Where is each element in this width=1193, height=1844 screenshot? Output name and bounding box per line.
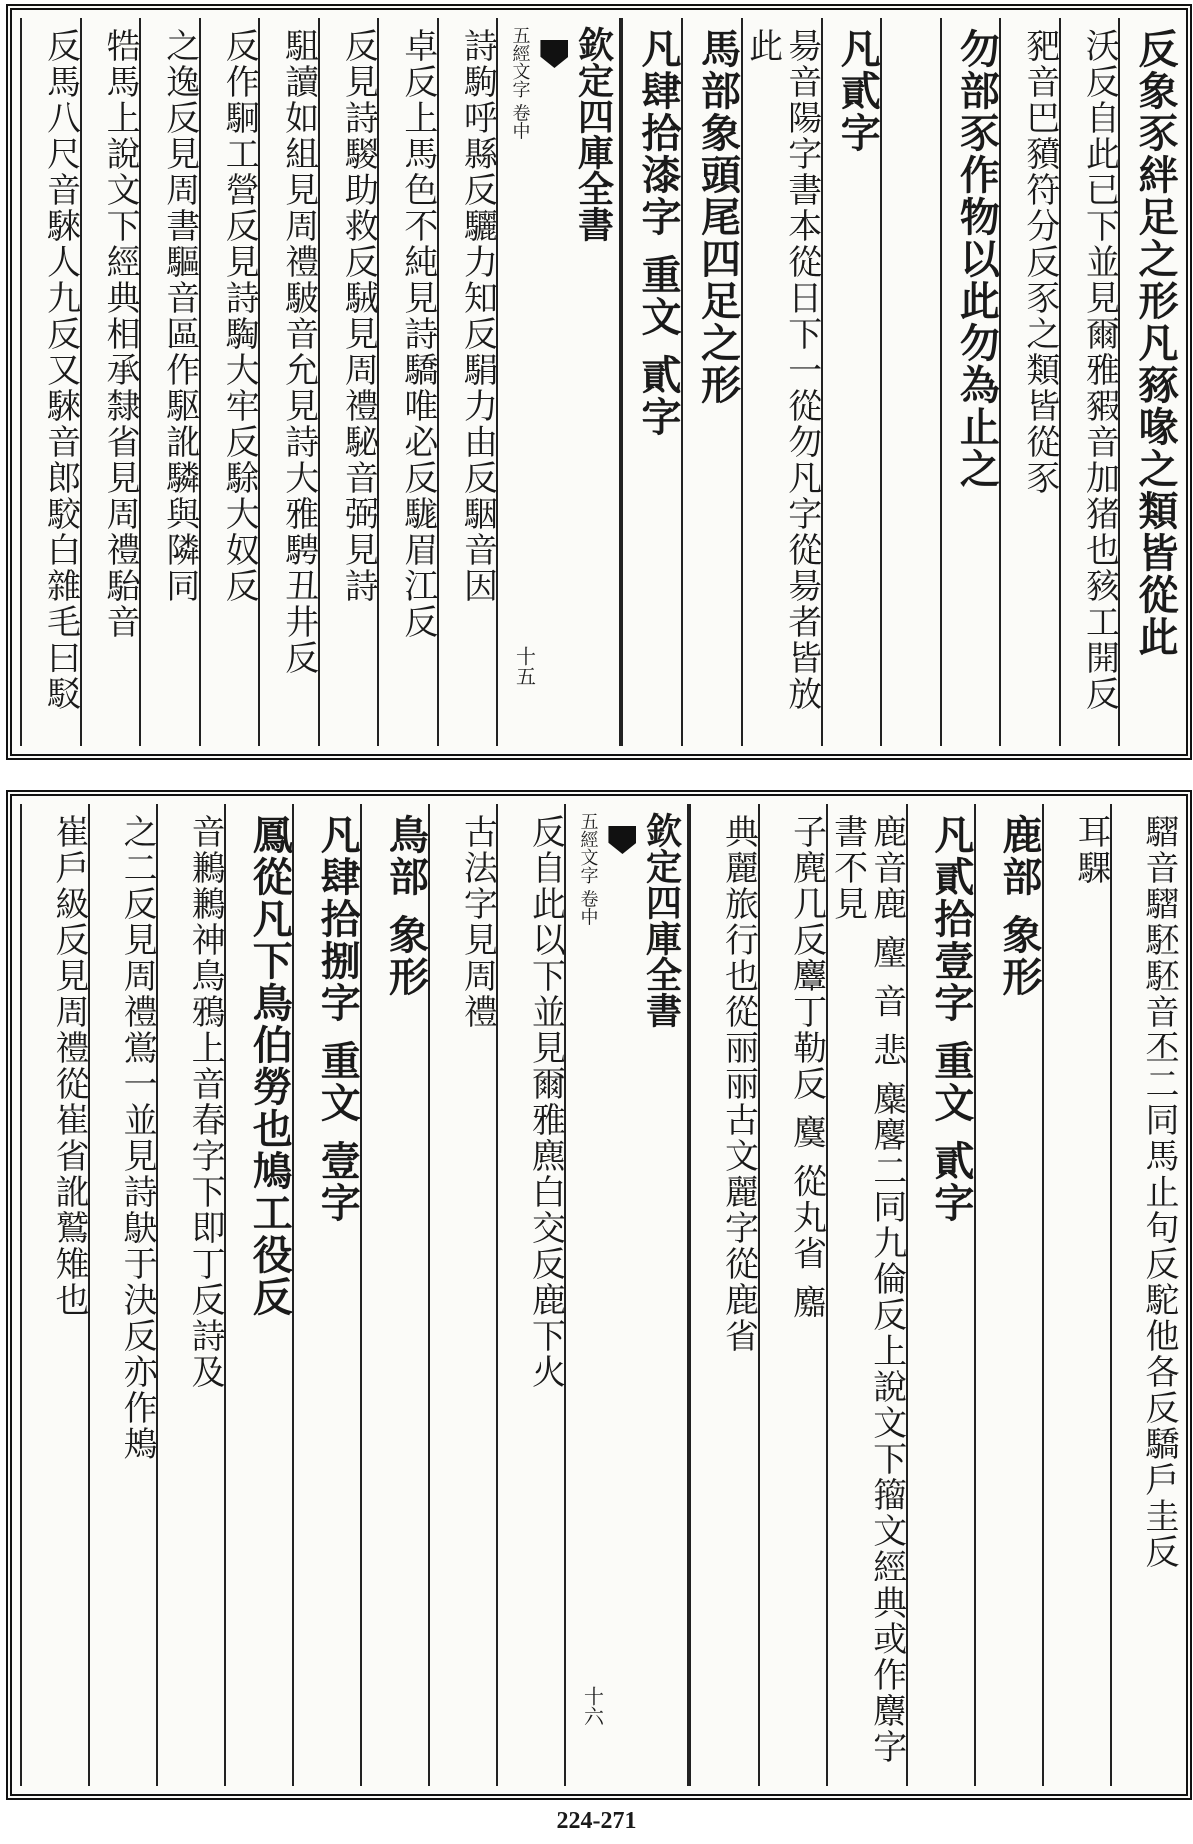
text-column: 勿部豕作物以此勿為止之	[940, 18, 1000, 746]
text-column: 沃反自此已下並見爾雅豭音加猪也豥工開反	[1059, 18, 1119, 746]
text-column: 駔讀如組見周禮駊音允見詩大雅騁丑井反	[258, 18, 318, 746]
text-column: 馬部象頭尾四足之形	[681, 18, 741, 746]
text-column: 反象豕絆足之形凡豩喙之類皆從此	[1118, 18, 1178, 746]
text-column: 凡貳字	[821, 18, 881, 746]
spine-page-number: 十五	[512, 646, 537, 686]
text-column: 鳳從凡下鳥伯勞也鳩工役反	[224, 804, 292, 1786]
bottom-columns	[20, 804, 1178, 1786]
spine-column	[564, 804, 689, 1786]
text-column: 子麂几反麞丁勒反 麌 從丸省 䴥	[758, 804, 826, 1786]
text-column: 凡肆拾捌字 重文 壹字	[292, 804, 360, 1786]
text-column: 之逸反見周書驅音區作駆訛驎與隣同	[139, 18, 199, 746]
text-column: 之二反見周禮鴬一並見詩鴃于決反亦作鴂	[88, 804, 156, 1786]
text-column	[880, 18, 940, 746]
text-column: 凡肆拾漆字 重文 貳字	[621, 18, 681, 746]
spine-title: 欽定四庫全書	[640, 812, 683, 1028]
text-column: 音鶼鶼神鳥鴉上音春字下即丁反詩及	[156, 804, 224, 1786]
text-column: 鹿部 象形	[974, 804, 1042, 1786]
text-column: 牿馬上說文下經典相承隸省見周禮駘音	[80, 18, 140, 746]
bottom-panel	[6, 790, 1192, 1800]
spine-subtitle: 五經文字 卷中	[509, 26, 531, 140]
text-column: 詩駒呼縣反驪力知反駽力由反駰音因	[437, 18, 497, 746]
text-column: 豝音巴豶符分反豕之類皆從豕	[999, 18, 1059, 746]
text-column: 古法字見周禮	[428, 804, 496, 1786]
text-column: 反見詩騣助救反駥見周禮駜音弼見詩	[318, 18, 378, 746]
text-column: 反馬八尺音騋人九反又騋音郎駮白雜毛曰駁	[20, 18, 80, 746]
top-columns	[20, 18, 1178, 746]
text-column: 鹿音鹿 麈 音 悲 麋麐二同九倫反上說文下籀文經典或作麖字書不見	[826, 804, 906, 1786]
folio-number: 224-271	[556, 1808, 637, 1834]
text-column: 卓反上馬色不純見詩驕唯必反駹眉江反	[377, 18, 437, 746]
spine-subtitle: 五經文字 卷中	[577, 812, 599, 926]
text-column: 昜音陽字書本從日下一從勿凡字從昜者皆放此	[741, 18, 821, 746]
text-column: 凡貳拾壹字 重文 貳字	[906, 804, 974, 1786]
top-panel	[6, 4, 1192, 760]
text-column: 反自此以下並見爾雅麃白交反鹿下火	[496, 804, 564, 1786]
text-column: 騽音騽駓駓音丕二同馬止句反駝他各反驕戶圭反	[1110, 804, 1178, 1786]
text-column: 崔戶級反見周禮從崔省訛鷲雉也	[20, 804, 88, 1786]
spine-page-number: 十六	[580, 1686, 605, 1726]
fish-tail-mark-icon	[540, 40, 568, 68]
text-column: 典麗旅行也從丽丽古文麗字從鹿省	[689, 804, 757, 1786]
spine-title: 欽定四庫全書	[572, 26, 615, 242]
fish-tail-mark-icon	[608, 826, 636, 854]
text-column: 耳騍	[1042, 804, 1110, 1786]
text-column: 反作駉工營反見詩騊大牢反駼大奴反	[199, 18, 259, 746]
spine-column	[496, 18, 621, 746]
text-column: 鳥部 象形	[360, 804, 428, 1786]
